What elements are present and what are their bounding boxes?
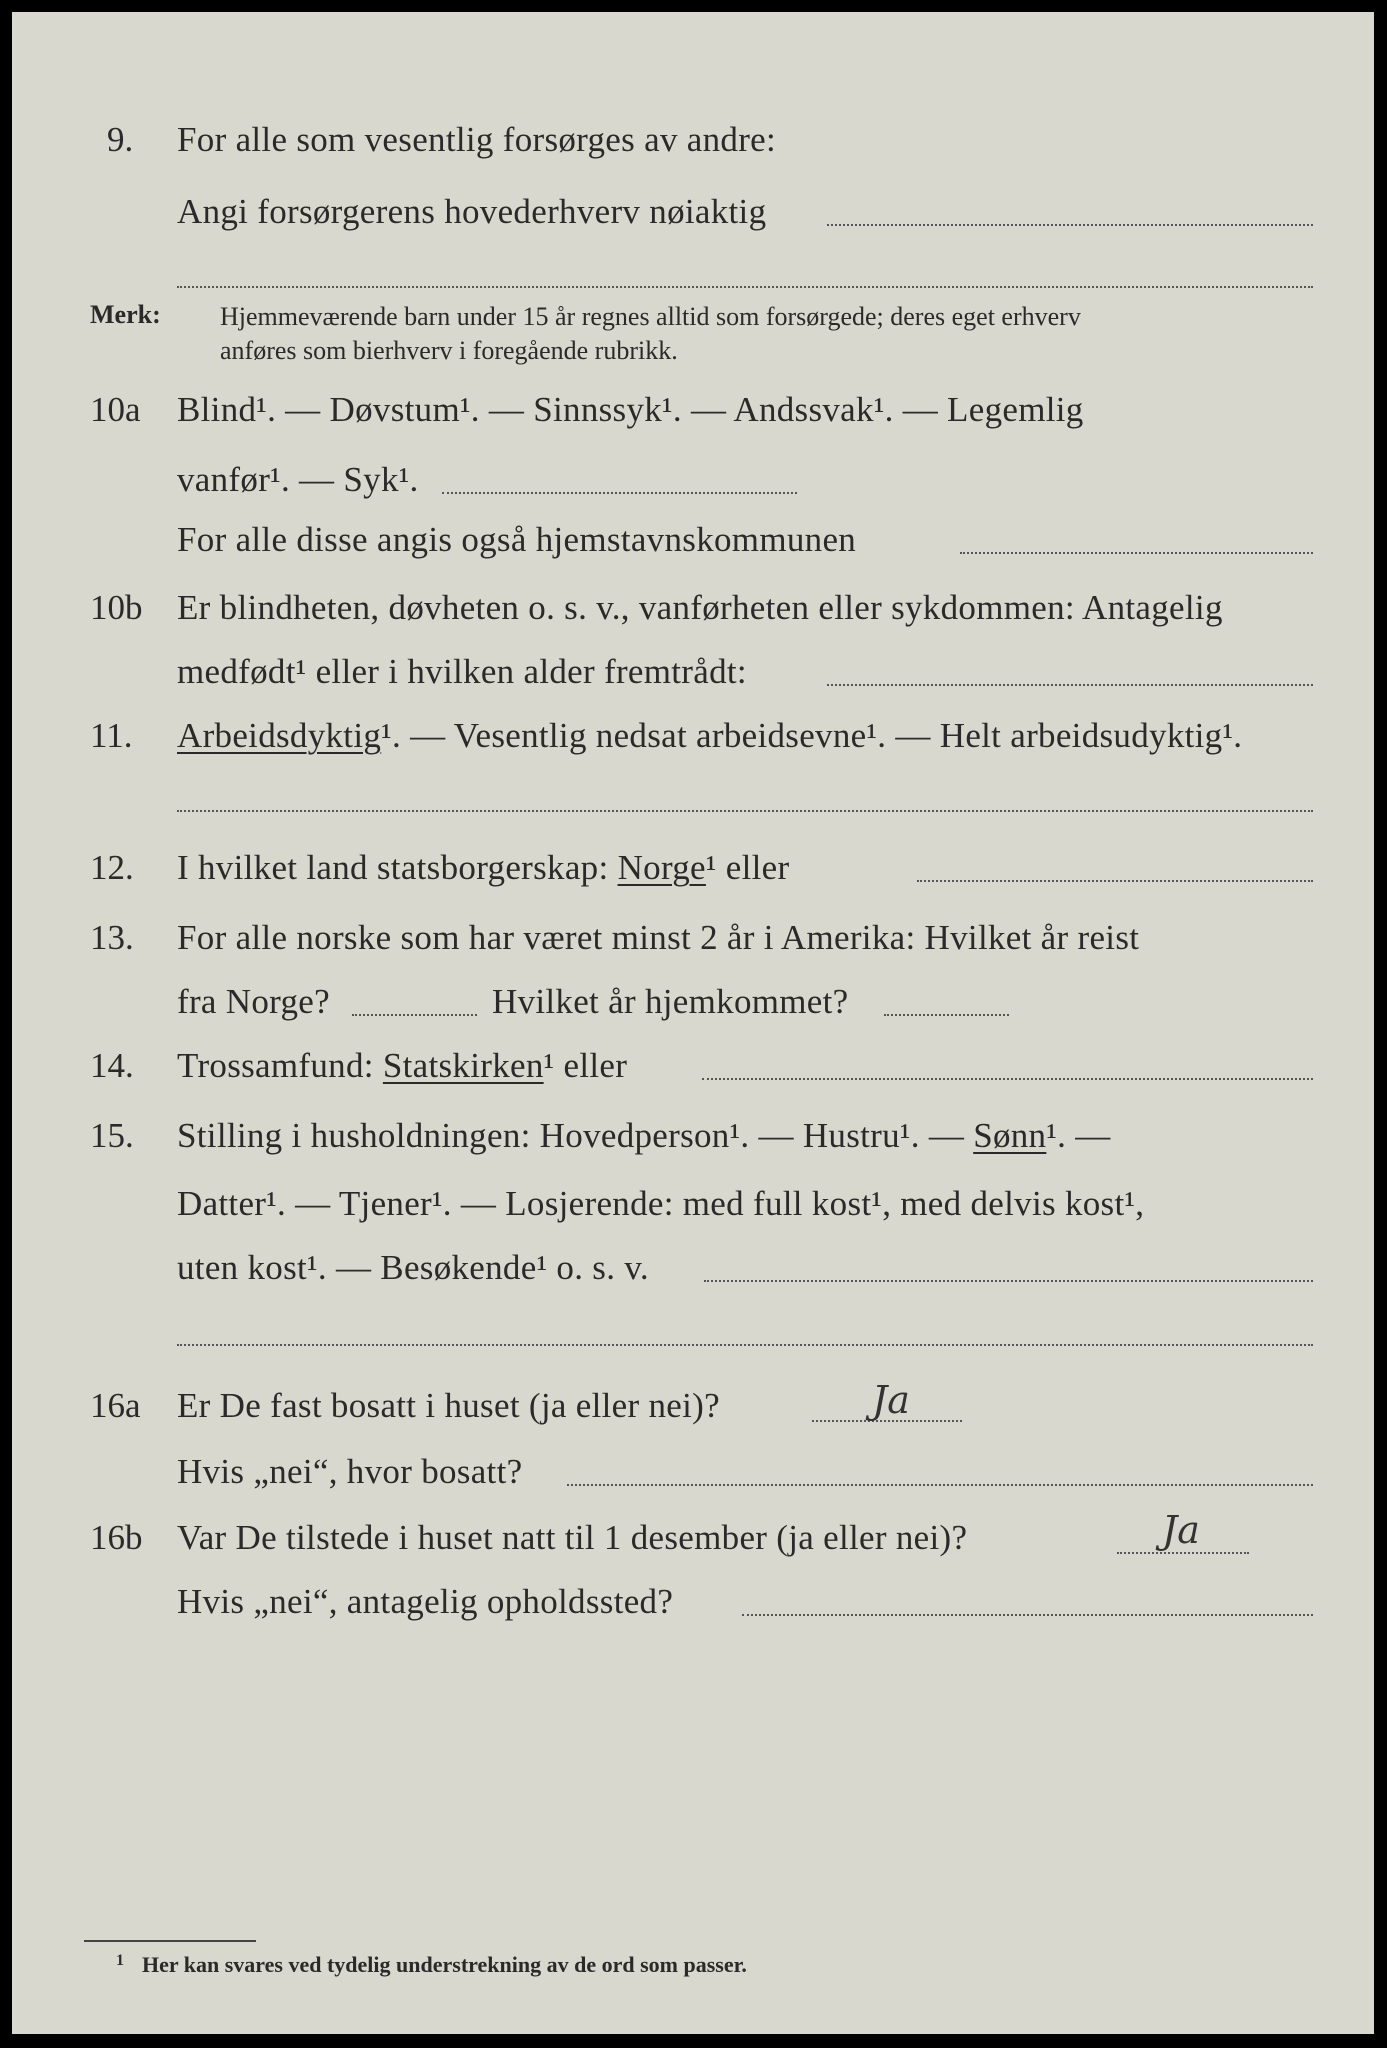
- q15-answer-line-2[interactable]: [177, 1344, 1313, 1346]
- q13-line1: For alle norske som har været minst 2 år i Amerika: Hvilket år reist: [177, 918, 1140, 957]
- q16a-line1: Er De fast bosatt i huset (ja eller nei)?: [177, 1386, 720, 1425]
- q16b-line2: Hvis „nei“, antagelig opholdssted?: [177, 1582, 674, 1621]
- q16b-handwritten-answer: Ja: [1162, 1508, 1200, 1552]
- q14-underlined-option[interactable]: Statskirken: [382, 1046, 544, 1085]
- q10b-line1: Er blindheten, døvheten o. s. v., vanførheten eller sykdommen: Antagelig: [177, 588, 1223, 627]
- merk-line1: Hjemmeværende barn under 15 år regnes alltid som forsørgede; deres eget erhverv: [220, 302, 1081, 331]
- q9-line2: Angi forsørgerens hovederhverv nøiaktig: [177, 192, 767, 231]
- footnote-mark: 1: [116, 1952, 124, 1969]
- footnote-text: Her kan svares ved tydelig understrekning av de ord som passer.: [142, 1952, 747, 1977]
- q13-line2a: fra Norge?: [177, 982, 330, 1021]
- q16a-number: 16a: [90, 1386, 141, 1425]
- q10a-line3: For alle disse angis også hjemstavnskommunen: [177, 520, 857, 559]
- q13-number: 13.: [90, 918, 134, 957]
- merk-label: Merk:: [90, 300, 161, 329]
- q14-answer-line[interactable]: [702, 1078, 1313, 1080]
- q16b-answer-line[interactable]: [1117, 1552, 1249, 1554]
- q16b-opholdssted-line[interactable]: [742, 1614, 1313, 1616]
- q12-answer-line[interactable]: [917, 880, 1313, 882]
- q10b-number: 10b: [90, 588, 143, 627]
- q11-underlined-option[interactable]: Arbeidsdyktig: [177, 716, 382, 755]
- q10a-line1: Blind¹. — Døvstum¹. — Sinnssyk¹. — Andssvak¹. — Legemlig: [177, 390, 1084, 429]
- q10a-answer-line[interactable]: [442, 492, 797, 494]
- q10a-hjemstavn-line[interactable]: [960, 552, 1313, 554]
- q12-line: [177, 848, 789, 888]
- footnote-rule: [84, 1940, 256, 1942]
- q11-answer-line[interactable]: [177, 810, 1313, 812]
- census-form-page: [12, 12, 1374, 2034]
- q11-rest: ¹. — Vesentlig nedsat arbeidsevne¹. — Helt arbeidsudyktig¹.: [381, 716, 1243, 755]
- q14-suffix: ¹ eller: [543, 1046, 628, 1085]
- q11-line: [177, 716, 1242, 756]
- q16b-line1: Var De tilstede i huset natt til 1 desember (ja eller nei)?: [177, 1518, 968, 1557]
- q10a-line2: vanfør¹. — Syk¹.: [177, 460, 419, 499]
- q10b-line2: medfødt¹ eller i hvilken alder fremtrådt:: [177, 652, 747, 691]
- q15-line2: Datter¹. — Tjener¹. — Losjerende: med full kost¹, med delvis kost¹,: [177, 1184, 1145, 1223]
- q13-reist-line[interactable]: [352, 1014, 477, 1016]
- q15-underlined-option[interactable]: Sønn: [973, 1116, 1047, 1155]
- q12-underlined-option[interactable]: Norge: [617, 848, 706, 887]
- q10a-number: 10a: [90, 390, 141, 429]
- q13-hjemkommet-line[interactable]: [884, 1014, 1009, 1016]
- q15-line1b: ¹. —: [1046, 1116, 1111, 1155]
- q9-answer-line-2[interactable]: [177, 286, 1313, 288]
- q14-prefix: Trossamfund:: [177, 1046, 374, 1085]
- q15-line3: uten kost¹. — Besøkende¹ o. s. v.: [177, 1248, 649, 1287]
- q12-number: 12.: [90, 848, 134, 887]
- q13-line2b: Hvilket år hjemkommet?: [492, 982, 849, 1021]
- q9-number: 9.: [107, 120, 134, 159]
- q10b-answer-line[interactable]: [827, 684, 1313, 686]
- q12-suffix: ¹ eller: [705, 848, 790, 887]
- q12-prefix: I hvilket land statsborgerskap:: [177, 848, 609, 887]
- q9-answer-line[interactable]: [827, 224, 1313, 226]
- q9-line1: For alle som vesentlig forsørges av andre:: [177, 120, 777, 159]
- q16a-line2: Hvis „nei“, hvor bosatt?: [177, 1452, 523, 1491]
- q15-number: 15.: [90, 1116, 134, 1155]
- q11-number: 11.: [90, 716, 133, 755]
- q14-number: 14.: [90, 1046, 134, 1085]
- q16a-handwritten-answer: Ja: [872, 1378, 910, 1422]
- q16b-number: 16b: [90, 1518, 143, 1557]
- q14-line: [177, 1046, 627, 1086]
- q15-line1a: Stilling i husholdningen: Hovedperson¹. — Hustru¹. —: [177, 1116, 965, 1155]
- merk-line2: anføres som bierhverv i foregående rubrikk.: [220, 336, 678, 365]
- q15-line1: [177, 1116, 1111, 1156]
- q15-answer-line[interactable]: [704, 1280, 1313, 1282]
- q16a-bosatt-line[interactable]: [567, 1484, 1313, 1486]
